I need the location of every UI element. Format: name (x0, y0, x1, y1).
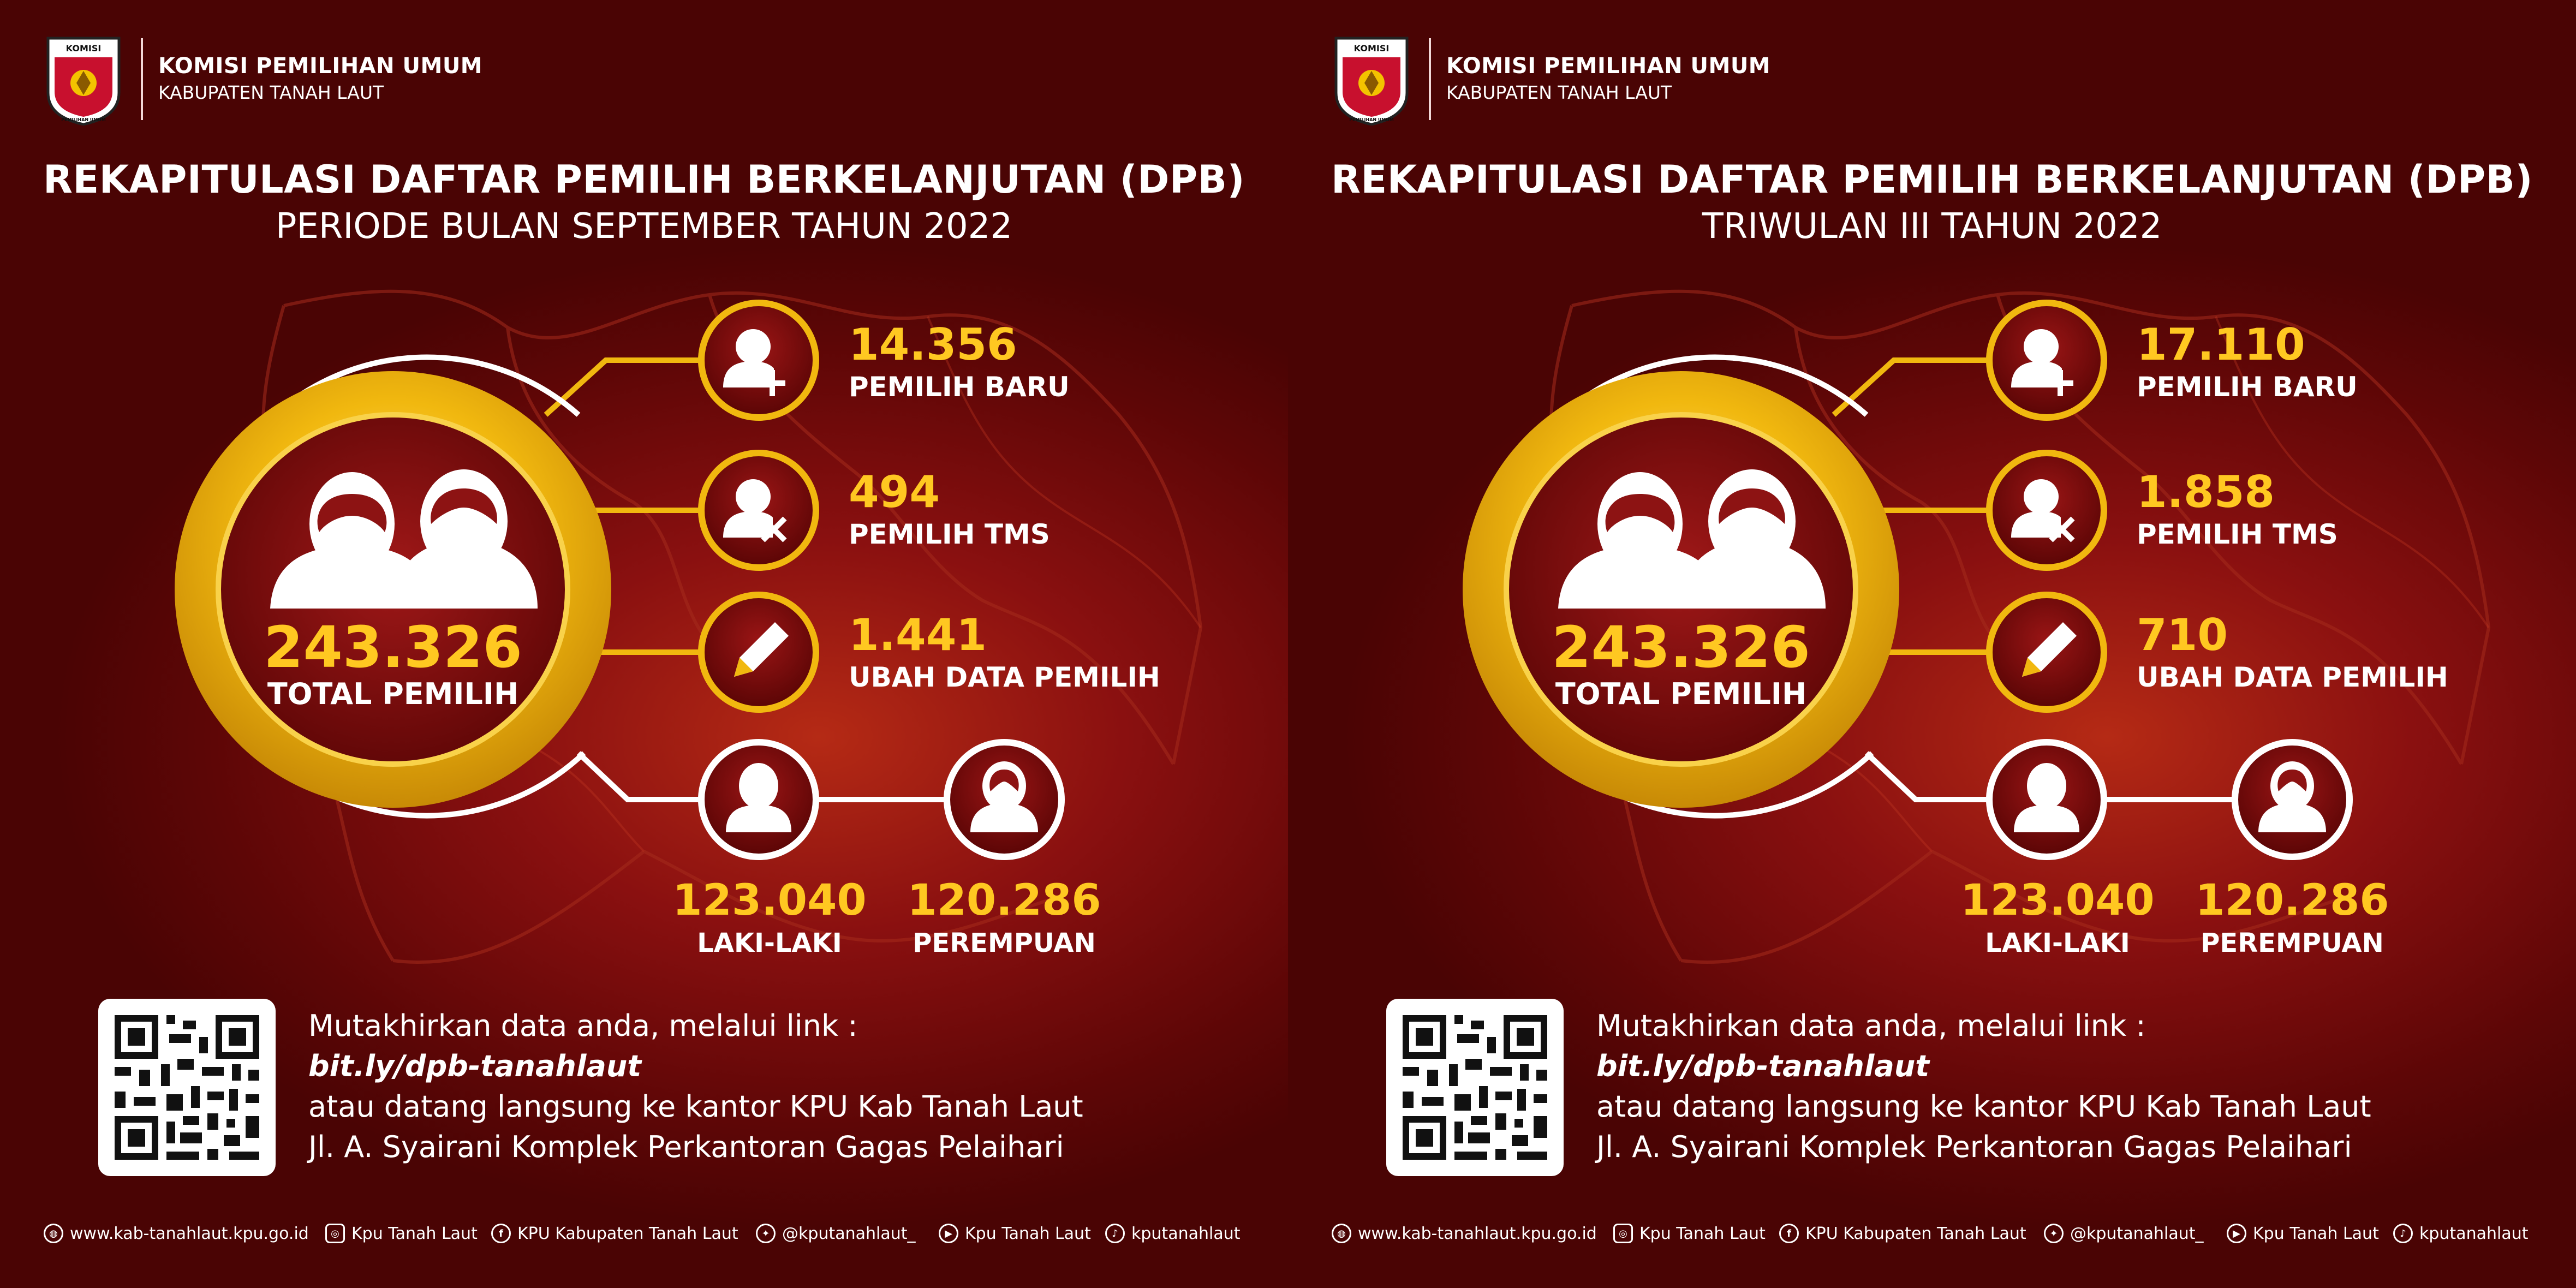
facebook-icon: f (1779, 1224, 1799, 1243)
footer-youtube[interactable]: ▶ Kpu Tanah Laut (2227, 1224, 2379, 1243)
infographic-panel-quarterly (1288, 0, 2576, 1288)
svg-text:KOMISI: KOMISI (65, 43, 102, 53)
footer-instagram[interactable]: ◎ Kpu Tanah Laut (1613, 1224, 1766, 1243)
update-link[interactable]: bit.ly/dpb-tanahlaut (1596, 1049, 1930, 1083)
female-voters-label: PEREMPUAN (913, 928, 1096, 958)
stat-value-new-voters: 17.110 (2137, 319, 2305, 370)
footer-twitter[interactable]: ✦ @kputanahlaut_ (2044, 1224, 2203, 1243)
twitter-icon: ✦ (2044, 1224, 2064, 1243)
twitter-icon: ✦ (756, 1224, 776, 1243)
male-voters-value: 123.040 (672, 876, 867, 925)
org-name: KOMISI PEMILIHAN UMUM (1446, 53, 1771, 79)
female-voters-label: PEREMPUAN (2201, 928, 2384, 958)
stat-label-tms-voters: PEMILIH TMS (2137, 518, 2338, 550)
footer-tiktok[interactable]: ♪ kputanahlaut (1105, 1224, 1240, 1243)
stat-label-tms-voters: PEMILIH TMS (849, 518, 1050, 550)
globe-icon: ◍ (1332, 1224, 1351, 1243)
total-voters-label: TOTAL PEMILIH (267, 677, 519, 711)
page-title: REKAPITULASI DAFTAR PEMILIH BERKELANJUTAN (DPB) (43, 157, 1245, 202)
org-region: KABUPATEN TANAH LAUT (158, 82, 384, 103)
stat-value-tms-voters: 1.858 (2137, 467, 2275, 517)
info-line-2: atau datang langsung ke kantor KPU Kab Tanah Laut (1596, 1089, 2371, 1124)
footer-website[interactable]: ◍ www.kab-tanahlaut.kpu.go.id (1332, 1224, 1597, 1243)
org-region: KABUPATEN TANAH LAUT (1446, 82, 1672, 103)
stat-value-new-voters: 14.356 (849, 319, 1017, 370)
qr-code (98, 999, 276, 1176)
svg-text:PEMILIHAN UMUM: PEMILIHAN UMUM (61, 117, 106, 122)
stat-label-new-voters: PEMILIH BARU (2137, 371, 2358, 403)
tiktok-icon: ♪ (2393, 1224, 2413, 1243)
stat-label-data-changes: UBAH DATA PEMILIH (2137, 661, 2448, 693)
youtube-icon: ▶ (939, 1224, 958, 1243)
facebook-icon: f (491, 1224, 511, 1243)
update-link[interactable]: bit.ly/dpb-tanahlaut (308, 1049, 642, 1083)
page-subtitle: PERIODE BULAN SEPTEMBER TAHUN 2022 (275, 206, 1013, 247)
stat-label-new-voters: PEMILIH BARU (849, 371, 1070, 403)
info-line-3: Jl. A. Syairani Komplek Perkantoran Gagas Pelaihari (308, 1130, 1064, 1164)
page-title: REKAPITULASI DAFTAR PEMILIH BERKELANJUTAN (DPB) (1331, 157, 2533, 202)
youtube-icon: ▶ (2227, 1224, 2246, 1243)
info-line-1: Mutakhirkan data anda, melalui link : (1596, 1009, 2146, 1043)
footer-website[interactable]: ◍ www.kab-tanahlaut.kpu.go.id (44, 1224, 309, 1243)
footer-tiktok[interactable]: ♪ kputanahlaut (2393, 1224, 2528, 1243)
instagram-icon: ◎ (1613, 1224, 1633, 1243)
svg-text:KOMISI: KOMISI (1353, 43, 1390, 53)
total-voters-value: 243.326 (264, 614, 522, 681)
info-line-3: Jl. A. Syairani Komplek Perkantoran Gagas Pelaihari (1596, 1130, 2352, 1164)
stat-label-data-changes: UBAH DATA PEMILIH (849, 661, 1160, 693)
female-voters-value: 120.286 (2195, 876, 2389, 925)
info-line-2: atau datang langsung ke kantor KPU Kab Tanah Laut (308, 1089, 1083, 1124)
male-voters-value: 123.040 (1960, 876, 2155, 925)
total-voters-value: 243.326 (1552, 614, 1810, 681)
male-voters-label: LAKI-LAKI (1985, 928, 2130, 958)
footer-facebook[interactable]: f KPU Kabupaten Tanah Laut (491, 1224, 738, 1243)
stat-value-data-changes: 710 (2137, 610, 2228, 660)
instagram-icon: ◎ (325, 1224, 345, 1243)
stat-value-tms-voters: 494 (849, 467, 940, 517)
info-line-1: Mutakhirkan data anda, melalui link : (308, 1009, 858, 1043)
stat-value-data-changes: 1.441 (849, 610, 987, 660)
footer-instagram[interactable]: ◎ Kpu Tanah Laut (325, 1224, 478, 1243)
male-voters-label: LAKI-LAKI (697, 928, 842, 958)
qr-code (1386, 999, 1564, 1176)
org-name: KOMISI PEMILIHAN UMUM (158, 53, 483, 79)
globe-icon: ◍ (44, 1224, 63, 1243)
total-voters-label: TOTAL PEMILIH (1555, 677, 1807, 711)
footer-youtube[interactable]: ▶ Kpu Tanah Laut (939, 1224, 1091, 1243)
svg-text:PEMILIHAN UMUM: PEMILIHAN UMUM (1349, 117, 1394, 122)
female-voters-value: 120.286 (907, 876, 1101, 925)
page-subtitle: TRIWULAN III TAHUN 2022 (1702, 206, 2162, 247)
footer-twitter[interactable]: ✦ @kputanahlaut_ (756, 1224, 915, 1243)
tiktok-icon: ♪ (1105, 1224, 1125, 1243)
footer-facebook[interactable]: f KPU Kabupaten Tanah Laut (1779, 1224, 2026, 1243)
